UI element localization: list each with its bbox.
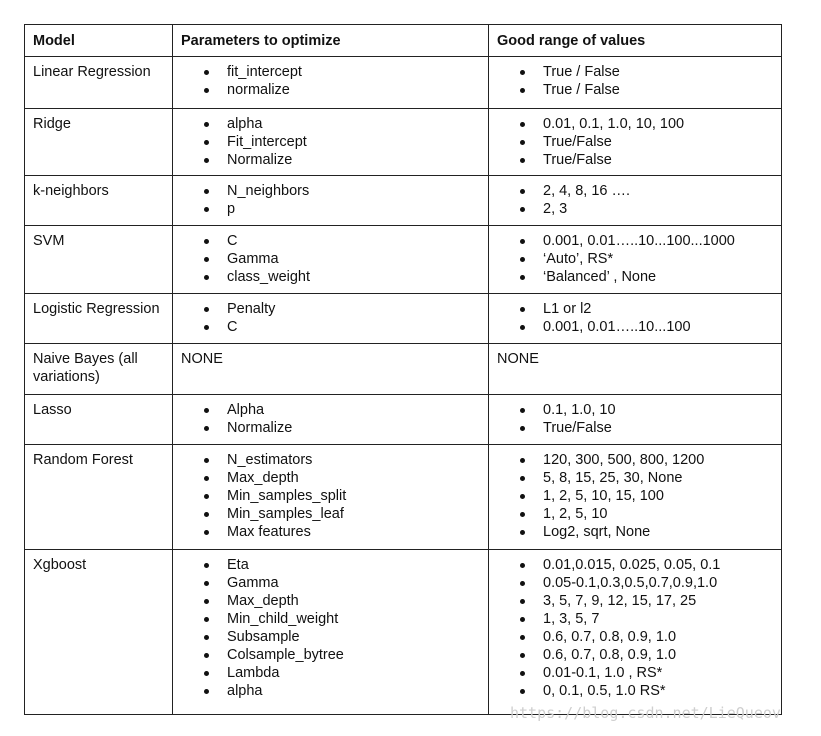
parameter-list <box>181 556 480 700</box>
range-item: True / False <box>497 63 773 81</box>
parameters-cell <box>173 445 489 550</box>
parameter-item: Normalize <box>181 419 480 437</box>
parameter-item: Min_samples_split <box>181 487 480 505</box>
range-cell: NONE <box>489 344 782 395</box>
parameter-item: normalize <box>181 81 480 99</box>
table-row <box>25 550 782 715</box>
model-cell: Ridge <box>25 109 173 176</box>
range-item: 0.01,0.015, 0.025, 0.05, 0.1 <box>497 556 773 574</box>
range-item: 5, 8, 15, 25, 30, None <box>497 469 773 487</box>
parameter-item: Max_depth <box>181 592 480 610</box>
parameters-cell <box>173 226 489 294</box>
parameter-item: Eta <box>181 556 480 574</box>
parameter-item: Min_child_weight <box>181 610 480 628</box>
range-cell <box>489 294 782 344</box>
parameter-list <box>181 300 480 336</box>
table-row <box>25 294 782 344</box>
table-row <box>25 344 782 395</box>
watermark-text: https://blog.csdn.net/LieQueov <box>510 704 781 722</box>
parameter-item: Max_depth <box>181 469 480 487</box>
parameter-list <box>181 182 480 218</box>
model-cell: Linear Regression <box>25 57 173 109</box>
parameter-item: C <box>181 232 480 250</box>
model-cell: Random Forest <box>25 445 173 550</box>
header-model: Model <box>25 25 173 57</box>
range-item: True/False <box>497 151 773 169</box>
parameters-cell <box>173 57 489 109</box>
parameter-item: p <box>181 200 480 218</box>
range-item: 0.1, 1.0, 10 <box>497 401 773 419</box>
parameter-item: fit_intercept <box>181 63 480 81</box>
range-cell <box>489 176 782 226</box>
parameter-list <box>181 451 480 541</box>
model-cell: Logistic Regression <box>25 294 173 344</box>
range-item: 1, 2, 5, 10 <box>497 505 773 523</box>
range-cell <box>489 445 782 550</box>
parameters-cell <box>173 109 489 176</box>
range-list <box>497 451 773 541</box>
parameters-cell <box>173 294 489 344</box>
parameters-cell <box>173 550 489 715</box>
parameters-cell: NONE <box>173 344 489 395</box>
table-row <box>25 109 782 176</box>
parameter-list <box>181 63 480 99</box>
range-item: 0, 0.1, 0.5, 1.0 RS* <box>497 682 773 700</box>
table-body <box>25 57 782 715</box>
header-row <box>25 25 782 57</box>
range-item: Log2, sqrt, None <box>497 523 773 541</box>
table-row <box>25 57 782 109</box>
parameter-item: C <box>181 318 480 336</box>
range-item: ‘Auto’, RS* <box>497 250 773 268</box>
range-list <box>497 300 773 336</box>
range-item: 0.01, 0.1, 1.0, 10, 100 <box>497 115 773 133</box>
range-list <box>497 232 773 286</box>
table-row <box>25 176 782 226</box>
range-item: True/False <box>497 133 773 151</box>
range-list <box>497 115 773 169</box>
range-list <box>497 556 773 700</box>
table-row <box>25 445 782 550</box>
range-item: 3, 5, 7, 9, 12, 15, 17, 25 <box>497 592 773 610</box>
parameter-item: Normalize <box>181 151 480 169</box>
range-item: ‘Balanced’ , None <box>497 268 773 286</box>
range-item: 2, 3 <box>497 200 773 218</box>
table-row <box>25 395 782 445</box>
parameter-item: alpha <box>181 115 480 133</box>
parameter-item: class_weight <box>181 268 480 286</box>
range-item: True / False <box>497 81 773 99</box>
hyperparameter-table <box>24 24 782 715</box>
range-item: True/False <box>497 419 773 437</box>
range-cell <box>489 226 782 294</box>
parameter-item: Gamma <box>181 250 480 268</box>
range-item: 1, 2, 5, 10, 15, 100 <box>497 487 773 505</box>
range-list <box>497 401 773 437</box>
parameter-item: Fit_intercept <box>181 133 480 151</box>
range-item: 120, 300, 500, 800, 1200 <box>497 451 773 469</box>
parameter-item: Gamma <box>181 574 480 592</box>
parameters-cell <box>173 395 489 445</box>
range-item: 1, 3, 5, 7 <box>497 610 773 628</box>
range-item: 2, 4, 8, 16 …. <box>497 182 773 200</box>
parameter-item: Colsample_bytree <box>181 646 480 664</box>
range-item: 0.6, 0.7, 0.8, 0.9, 1.0 <box>497 628 773 646</box>
parameter-item: Subsample <box>181 628 480 646</box>
parameters-cell <box>173 176 489 226</box>
model-cell: Xgboost <box>25 550 173 715</box>
parameter-item: Lambda <box>181 664 480 682</box>
model-cell: Naive Bayes (all variations) <box>25 344 173 395</box>
range-cell <box>489 109 782 176</box>
range-item: 0.05-0.1,0.3,0.5,0.7,0.9,1.0 <box>497 574 773 592</box>
range-item: 0.001, 0.01…..10...100...1000 <box>497 232 773 250</box>
parameter-list <box>181 115 480 169</box>
range-item: 0.6, 0.7, 0.8, 0.9, 1.0 <box>497 646 773 664</box>
range-cell <box>489 550 782 715</box>
table-row <box>25 226 782 294</box>
range-list <box>497 63 773 99</box>
model-cell: k-neighbors <box>25 176 173 226</box>
range-cell <box>489 57 782 109</box>
parameter-item: Penalty <box>181 300 480 318</box>
parameter-list <box>181 232 480 286</box>
parameter-item: Min_samples_leaf <box>181 505 480 523</box>
parameter-item: Alpha <box>181 401 480 419</box>
parameter-list <box>181 401 480 437</box>
model-cell: SVM <box>25 226 173 294</box>
range-cell <box>489 395 782 445</box>
header-params: Parameters to optimize <box>173 25 489 57</box>
parameter-item: N_estimators <box>181 451 480 469</box>
range-item: 0.01-0.1, 1.0 , RS* <box>497 664 773 682</box>
range-list <box>497 182 773 218</box>
header-range: Good range of values <box>489 25 782 57</box>
model-cell: Lasso <box>25 395 173 445</box>
range-item: L1 or l2 <box>497 300 773 318</box>
parameter-item: Max features <box>181 523 480 541</box>
parameter-item: N_neighbors <box>181 182 480 200</box>
range-item: 0.001, 0.01…..10...100 <box>497 318 773 336</box>
parameter-item: alpha <box>181 682 480 700</box>
